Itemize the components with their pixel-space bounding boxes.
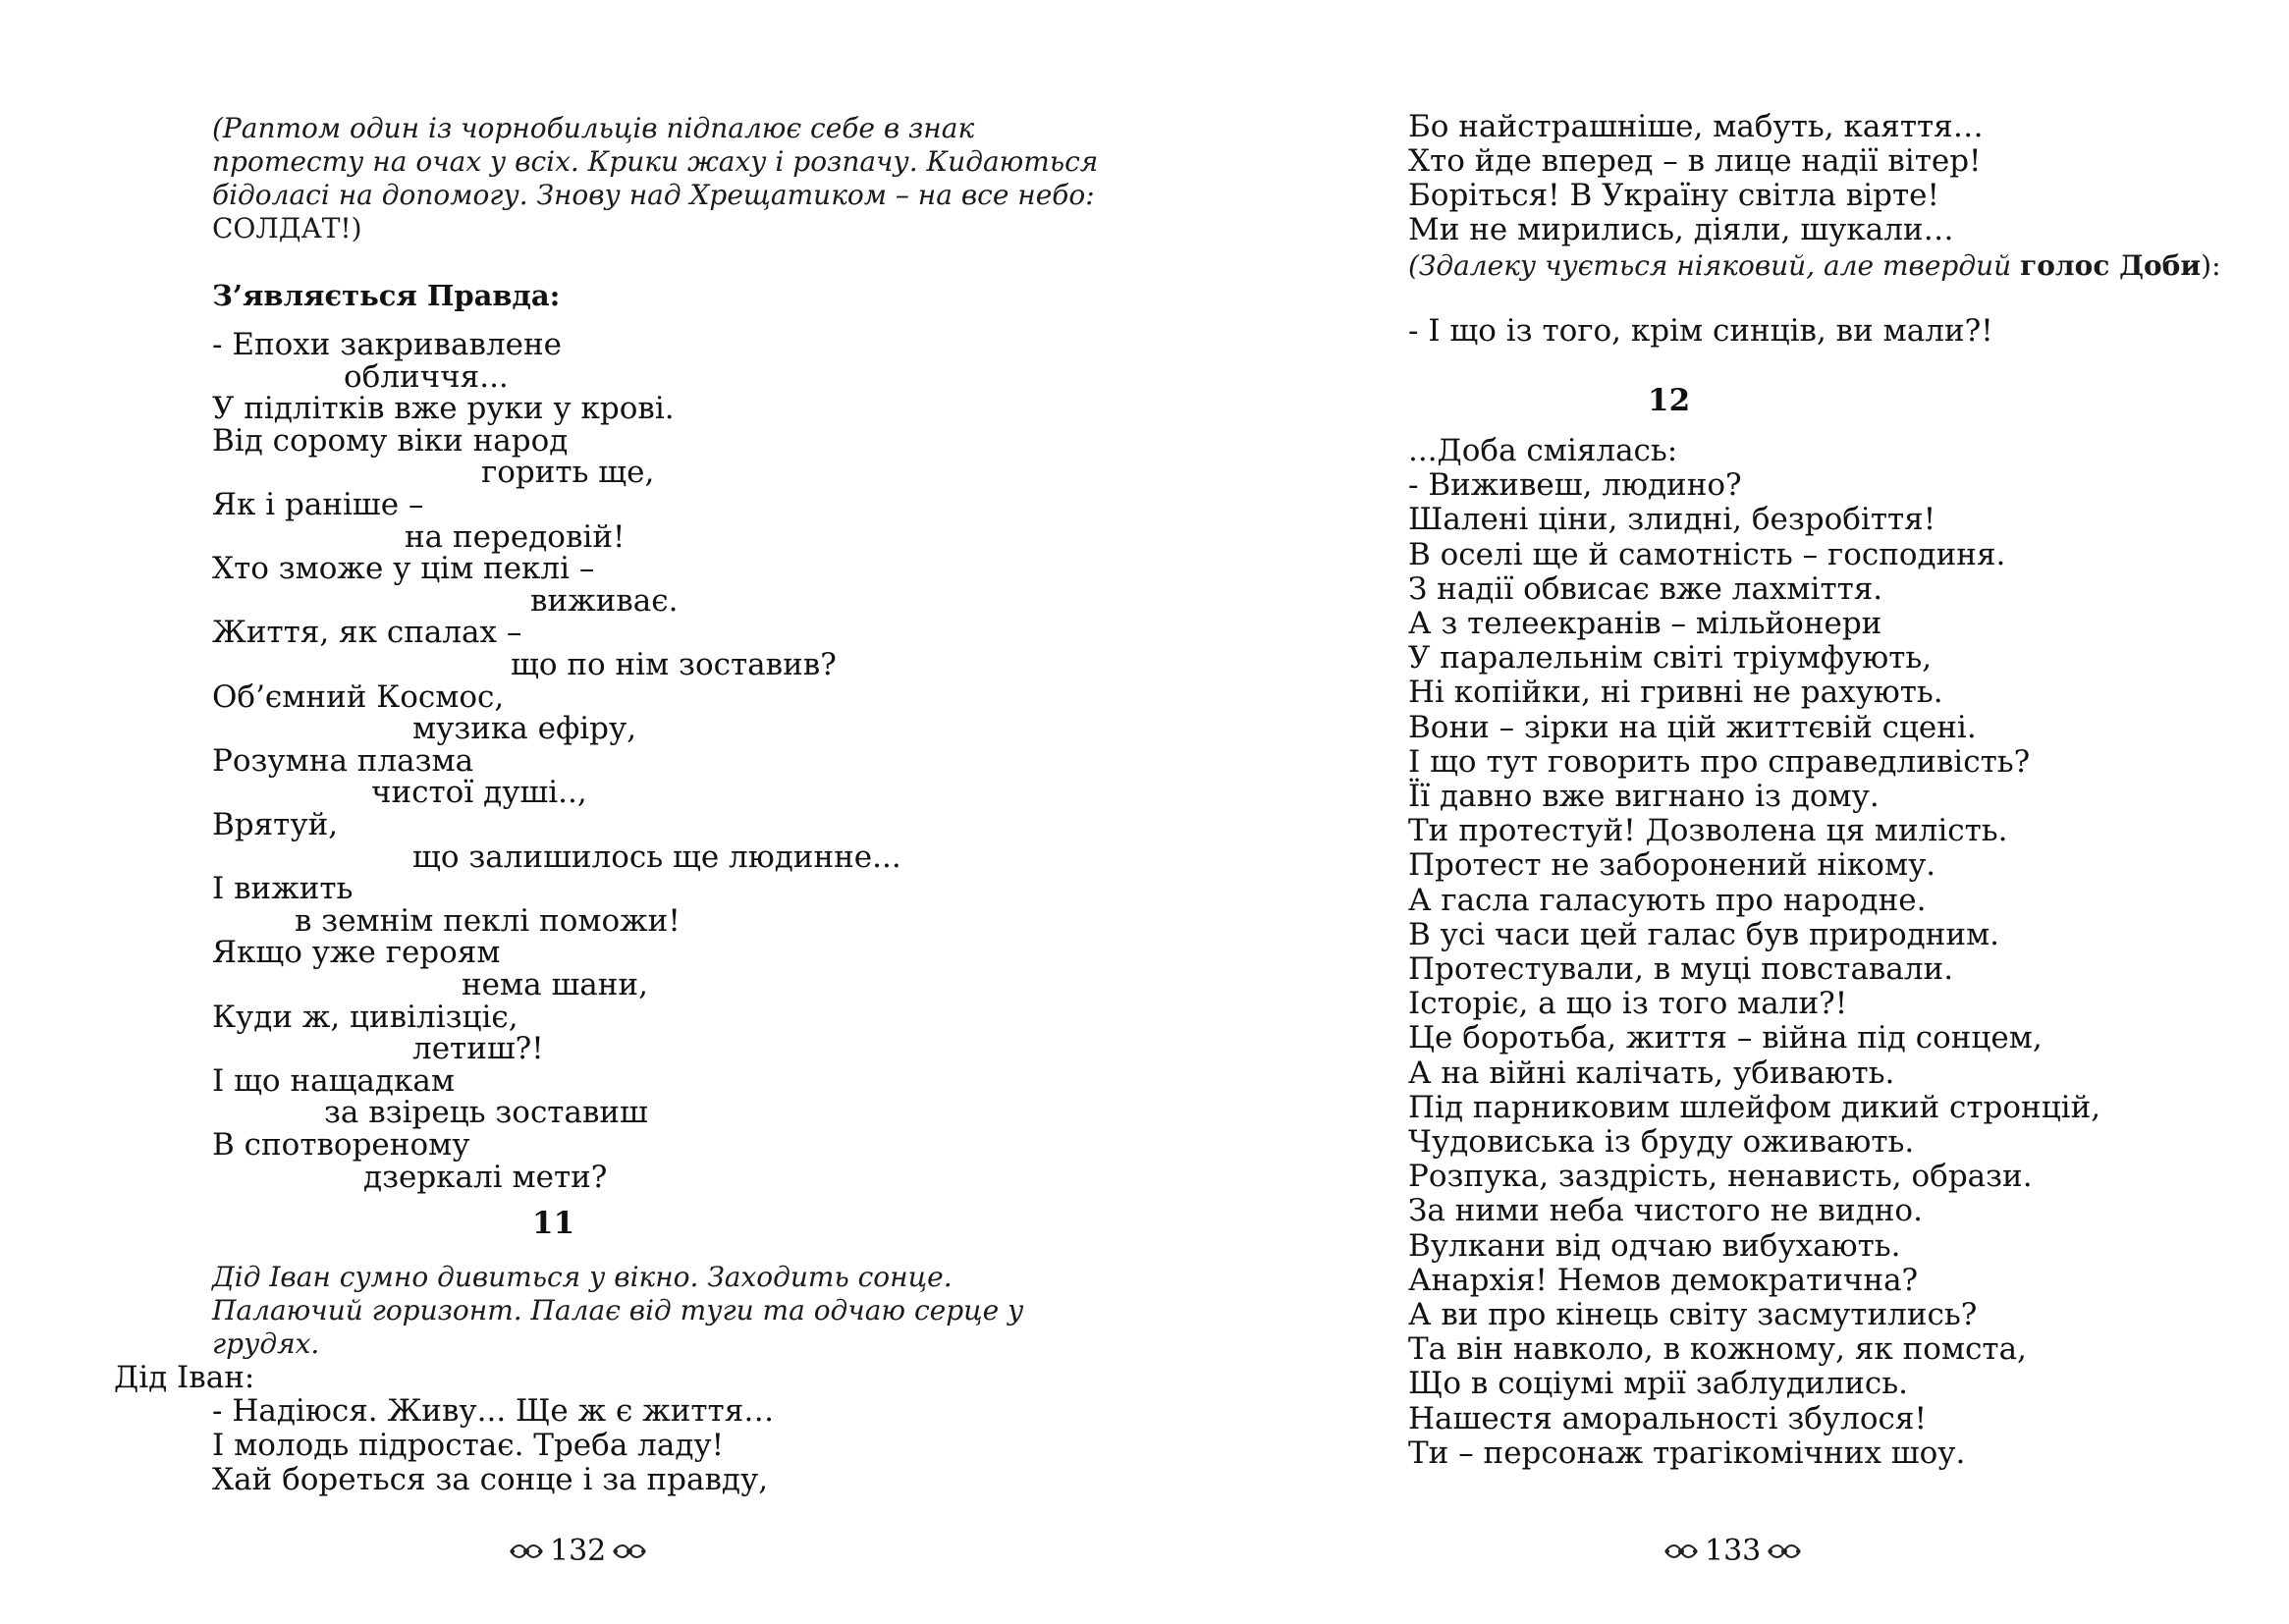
poem-line: Вони – зірки на цій життєвій сцені. — [1408, 709, 1977, 745]
poem-line: Ти протестуй! Дозволена ця милість. — [1408, 813, 2008, 849]
stage-direction-end: СОЛДАТ!) — [212, 212, 362, 244]
poem-line: на передовій! — [405, 518, 626, 555]
speech-line: Хай бореться за сонце і за правду, — [212, 1462, 769, 1497]
poem-line: За ними неба чистого не видно. — [1408, 1193, 1923, 1229]
poem-line: - Епохи закривавлене — [212, 327, 562, 362]
poem-line: Життя, як спалах – — [212, 615, 522, 651]
stage-direction-line — [1408, 249, 2221, 283]
poem-line: виживає. — [530, 582, 679, 619]
poem-line: Чудовиська із бруду оживають. — [1408, 1124, 1915, 1160]
poem-line: що по нім зоставив? — [511, 647, 837, 682]
poem-line: А ви про кінець світу засмутились? — [1408, 1297, 1978, 1332]
poem-line: Ні копійки, ні гривні не рахують. — [1408, 675, 1943, 711]
poem-line: ...Доба сміялась: — [1408, 433, 1678, 468]
page-folio — [1663, 1534, 1802, 1569]
section-number: 11 — [532, 1206, 575, 1241]
stage-direction-line — [212, 212, 362, 245]
poem-line: В оселі ще й самотність – господиня. — [1408, 536, 2006, 572]
poem-line: Розумна плазма — [212, 742, 474, 779]
page-number: 132 — [550, 1534, 607, 1568]
poem-line: - Виживеш, людино? — [1408, 467, 1742, 504]
poem-line: горить ще, — [481, 455, 655, 491]
poem-line: Хто зможе у цім пеклі – — [212, 551, 595, 587]
poem-line: Розпука, заздрість, ненависть, образи. — [1408, 1159, 2033, 1195]
poem-line: Від сорому віки народ — [212, 422, 569, 459]
poem-line: за взірець зоставиш — [324, 1095, 648, 1131]
poem-line: летиш?! — [412, 1031, 544, 1067]
speech-line: - Надіюся. Живу... Ще ж є життя… — [212, 1393, 775, 1429]
stage-direction-text: (Здалеку чується ніяковий, але твердий — [1408, 249, 2021, 282]
stage-direction-line: (Раптом один із чорнобильців підпалює себе в знак — [212, 112, 975, 144]
stage-direction-speaker: голос Доби — [2020, 249, 2202, 282]
left-page — [0, 0, 1144, 1624]
poem-line: У підлітків вже руки у крові. — [212, 391, 675, 427]
poem-line: Об’ємний Космос, — [212, 678, 505, 715]
poem-line: Ми не мирились, діяли, шукали… — [1408, 212, 1954, 247]
poem-line: Це боротьба, життя – війна під сонцем, — [1408, 1020, 2043, 1056]
scroll-ornament-icon — [1663, 1542, 1699, 1561]
poem-line: Хто йде вперед – в лице надії вітер! — [1408, 143, 1982, 179]
poem-line: що залишилось ще людинне... — [412, 839, 901, 875]
poem-line: Анархія! Немов демократична? — [1408, 1262, 1919, 1298]
stage-direction-end: ): — [2201, 249, 2221, 282]
poem-line: З надії обвисає вже лахміття. — [1408, 570, 1883, 607]
poem-line: Врятуй, — [212, 807, 339, 842]
stage-direction-line: Дід Іван сумно дивиться у вікно. Заходить сонце. — [212, 1261, 953, 1293]
poem-line: Вулкани від одчаю вибухають. — [1408, 1227, 1901, 1264]
poem-line: Під парниковим шлейфом дикий стронцій, — [1408, 1089, 2101, 1125]
scroll-ornament-icon — [612, 1542, 647, 1561]
scroll-ornament-icon — [509, 1542, 544, 1561]
scroll-ornament-icon — [1767, 1542, 1802, 1561]
poem-line: Ти – персонаж трагікомічних шоу. — [1408, 1435, 1966, 1471]
poem-line: А на війні калічать, убивають. — [1408, 1055, 1895, 1091]
page-folio — [509, 1534, 647, 1569]
poem-line: в земнім пеклі поможи! — [295, 902, 681, 939]
poem-line: Що в соціумі мрії заблудились. — [1408, 1366, 1909, 1402]
poem-line: У паралельнім світі тріумфують, — [1408, 640, 1933, 677]
stage-direction-line: бідоласі на допомогу. Знову над Хрещатиком – на все небо: — [212, 179, 1095, 211]
poem-line: чистої душі.., — [371, 775, 587, 811]
poem-line: Шалені ціни, злидні, безробіття! — [1408, 502, 1936, 538]
poem-line: Її давно вже вигнано із дому. — [1408, 779, 1880, 814]
speaker-name: Дід Іван: — [114, 1360, 255, 1395]
stage-direction-line: протесту на очах у всіх. Крики жаху і розпачу. Кидаються — [212, 145, 1099, 178]
poem-line: І що нащадкам — [212, 1062, 455, 1099]
poem-line: А з телеекранів – мільйонери — [1408, 606, 1882, 641]
poem-line: А гасла галасують про народне. — [1408, 882, 1927, 918]
right-page — [1145, 0, 2289, 1624]
character-heading: З’являється Правда: — [212, 279, 561, 312]
poem-line: дзеркалі мети? — [363, 1159, 608, 1195]
poem-line: обличчя... — [344, 358, 509, 395]
speech-line: І молодь підростає. Треба ладу! — [212, 1428, 725, 1463]
poem-line: Куди ж, цивілізціє, — [212, 999, 518, 1035]
poem-line: Історіє, а що із того мали?! — [1408, 986, 1848, 1022]
poem-line: Бо найстрашніше, мабуть, каяття… — [1408, 109, 1984, 144]
poem-line: В усі часи цей галас був природним. — [1408, 916, 2000, 952]
poem-line: музика ефіру, — [412, 711, 637, 747]
stage-direction-line: Палаючий горизонт. Палає від туги та одчаю серце у — [212, 1294, 1024, 1326]
poem-line: Як і раніше – — [212, 487, 424, 522]
poem-line: Та він навколо, в кожному, як помста, — [1408, 1331, 2027, 1368]
stage-direction-line: грудях. — [212, 1327, 320, 1360]
poem-line: нема шани, — [462, 967, 648, 1002]
section-number: 12 — [1648, 383, 1691, 418]
dob-reply: - І що із того, крім синців, ви мали?! — [1408, 313, 1993, 349]
poem-line: І що тут говорить про справедливість? — [1408, 743, 2031, 780]
poem-line: В спотвореному — [212, 1127, 470, 1163]
poem-line: Нашестя аморальності збулося! — [1408, 1400, 1927, 1436]
poem-line: І вижить — [212, 871, 354, 907]
poem-line: Боріться! В Україну світла вірте! — [1408, 178, 1939, 213]
poem-line: Протест не заборонений нікому. — [1408, 847, 1936, 884]
poem-line: Якщо уже героям — [212, 935, 501, 971]
page-number: 133 — [1705, 1534, 1762, 1568]
poem-line: Протестували, в муці повставали. — [1408, 951, 1954, 987]
